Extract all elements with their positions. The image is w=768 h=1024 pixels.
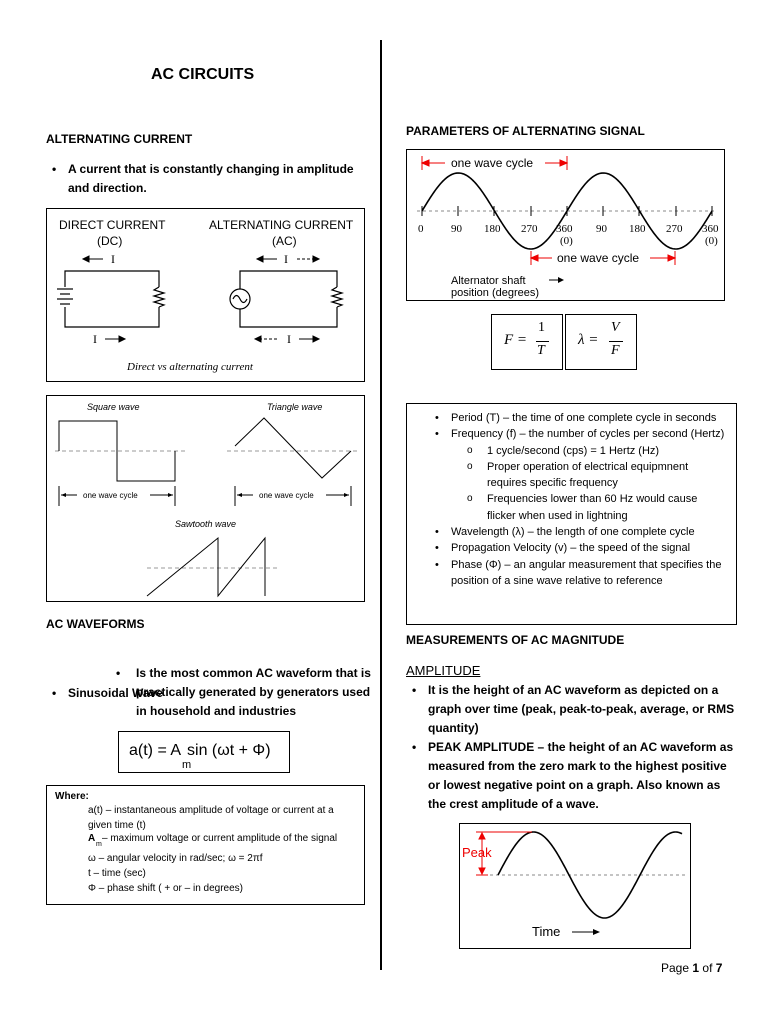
- where-item-5: Φ – phase shift ( + or – in degrees): [88, 883, 244, 894]
- square-wave-label: Square wave: [87, 402, 140, 412]
- sine-cycle-figure: [406, 149, 725, 301]
- tick-1: 90: [451, 223, 462, 235]
- square-cycle-label: one wave cycle: [83, 491, 138, 500]
- dc-arrows: [83, 256, 125, 342]
- tick-3: 270: [521, 223, 538, 235]
- tick-7: 270: [666, 223, 683, 235]
- formula-rhs: sin (ωt + Φ): [187, 742, 271, 759]
- where-box: [46, 785, 365, 905]
- dc-ac-caption: Direct vs alternating current: [127, 361, 253, 373]
- ac-current-bottom: I: [287, 332, 291, 346]
- param-frequency: • Frequency (f) – the number of cycles per second (Hertz): [429, 426, 729, 442]
- tick-6: 180: [629, 223, 646, 235]
- tick-4: 360: [556, 223, 573, 235]
- amplitude-bullet-2: • PEAK AMPLITUDE – the height of an AC waveform as measured from the zero mark to the highest positive or lowest negative point on a graph. Also known as the crest amplitude of a wave.: [406, 738, 736, 814]
- ac-waveforms-heading: AC WAVEFORMS: [46, 617, 145, 631]
- peak-diagram: [460, 824, 690, 948]
- sawtooth-wave-label: Sawtooth wave: [175, 519, 237, 529]
- where-item-2-text: – maximum voltage or current amplitude of the signal: [102, 833, 338, 844]
- peak-figure: [459, 823, 691, 949]
- parameter-list: [429, 410, 729, 589]
- param-velocity: • Propagation Velocity (v) – the speed of the signal: [429, 540, 729, 556]
- column-divider: [380, 40, 382, 970]
- frequency-bar: [536, 341, 549, 342]
- frequency-num: 1: [538, 320, 545, 335]
- waves-figure: [46, 395, 365, 602]
- wavelength-num: V: [611, 320, 620, 335]
- dc-abbr: (DC): [97, 234, 123, 248]
- time-label: Time: [532, 924, 561, 939]
- triangle-cycle-label: one wave cycle: [259, 491, 314, 500]
- triangle-wave: [235, 418, 351, 478]
- cycle-top-label: one wave cycle: [451, 156, 534, 170]
- sinusoid-formula-box: [118, 731, 290, 773]
- measurements-heading: MEASUREMENTS OF AC MAGNITUDE: [406, 633, 625, 647]
- wavelength-lhs: λ =: [578, 332, 599, 348]
- dc-current-top: I: [111, 252, 115, 266]
- param-sub-3: o Frequencies lower than 60 Hz would cause flicker when used in lightning: [463, 491, 729, 524]
- where-item-2-symbol: A: [88, 833, 96, 844]
- waves-diagram: [47, 396, 364, 601]
- axis-label-1: Alternator shaft: [451, 275, 526, 287]
- sine-cycle-diagram: [407, 150, 724, 300]
- where-item-3: ω – angular velocity in rad/sec; ω = 2πf: [88, 853, 263, 864]
- ac-current-top: I: [284, 252, 288, 266]
- where-label: Where:: [55, 791, 89, 802]
- axis-label-2: position (degrees): [451, 287, 540, 299]
- tick-0: 0: [418, 223, 424, 235]
- dc-current-bottom: I: [93, 332, 97, 346]
- amplitude-list: [406, 681, 736, 814]
- wavelength-bar: [609, 341, 623, 342]
- page-title: AC CIRCUITS: [151, 66, 255, 83]
- param-period: • Period (T) – the time of one complete cycle in seconds: [429, 410, 729, 426]
- ac-circuit: [230, 271, 342, 327]
- formula-lhs: a(t) = A: [129, 742, 182, 759]
- dc-ac-figure: [46, 208, 365, 382]
- dc-label: DIRECT CURRENT: [59, 218, 166, 232]
- amplitude-bullet-1: • It is the height of an AC waveform as depicted on a graph over time (peak, peak-to-peak, average, or RMS quantity): [406, 681, 736, 738]
- peak-label: Peak: [462, 845, 492, 860]
- zero-mark-1: (0): [560, 235, 573, 247]
- dc-circuit: [57, 271, 164, 327]
- ac-label: ALTERNATING CURRENT: [209, 218, 354, 232]
- page-footer: Page 1 of 7: [661, 961, 723, 975]
- wavelength-formula-box: [565, 314, 637, 370]
- ac-arrows: [255, 256, 319, 342]
- amplitude-heading: AMPLITUDE: [406, 663, 481, 678]
- wavelength-den: F: [611, 343, 620, 358]
- alternating-current-bullet: • A current that is constantly changing in amplitude and direction.: [46, 160, 368, 198]
- where-item-2-sub: m: [96, 841, 102, 848]
- cycle-bottom-label: one wave cycle: [557, 251, 640, 265]
- parameters-heading: PARAMETERS OF ALTERNATING SIGNAL: [406, 124, 645, 138]
- frequency-den: T: [537, 343, 545, 358]
- param-sub-1: o 1 cycle/second (cps) = 1 Hertz (Hz): [463, 443, 729, 459]
- sine-tick-labels: [418, 223, 719, 247]
- param-phase: • Phase (Φ) – an angular measurement that specifies the position of a sine wave relative to reference: [429, 557, 729, 590]
- where-item-4: t – time (sec): [88, 868, 146, 879]
- tick-5: 90: [596, 223, 607, 235]
- param-sub-2: o Proper operation of electrical equipmnent requires specific frequency: [463, 459, 729, 492]
- triangle-wave-label: Triangle wave: [267, 402, 323, 412]
- zero-mark-2: (0): [705, 235, 718, 247]
- param-wavelength: • Wavelength (λ) – the length of one complete cycle: [429, 524, 729, 540]
- parameter-list-box: [406, 403, 737, 625]
- frequency-lhs: F =: [504, 332, 528, 348]
- frequency-formula-box: [491, 314, 563, 370]
- tick-2: 180: [484, 223, 501, 235]
- sinusoidal-sub-bullet: • Is the most common AC waveform that is practically generated by generators used in household and industries: [116, 666, 371, 718]
- dc-ac-diagram: [47, 209, 364, 381]
- sawtooth-wave: [147, 538, 265, 596]
- where-item-1: a(t) – instantaneous amplitude of voltage or current at a given time (t): [88, 805, 334, 831]
- formula-subscript: m: [182, 759, 192, 771]
- ac-abbr: (AC): [272, 234, 297, 248]
- sinusoidal-bullet: • Sinusoidal Wave: [46, 684, 368, 703]
- alternating-current-heading: ALTERNATING CURRENT: [46, 132, 193, 146]
- sub-bullet-dot: •: [116, 666, 121, 680]
- tick-8: 360: [702, 223, 719, 235]
